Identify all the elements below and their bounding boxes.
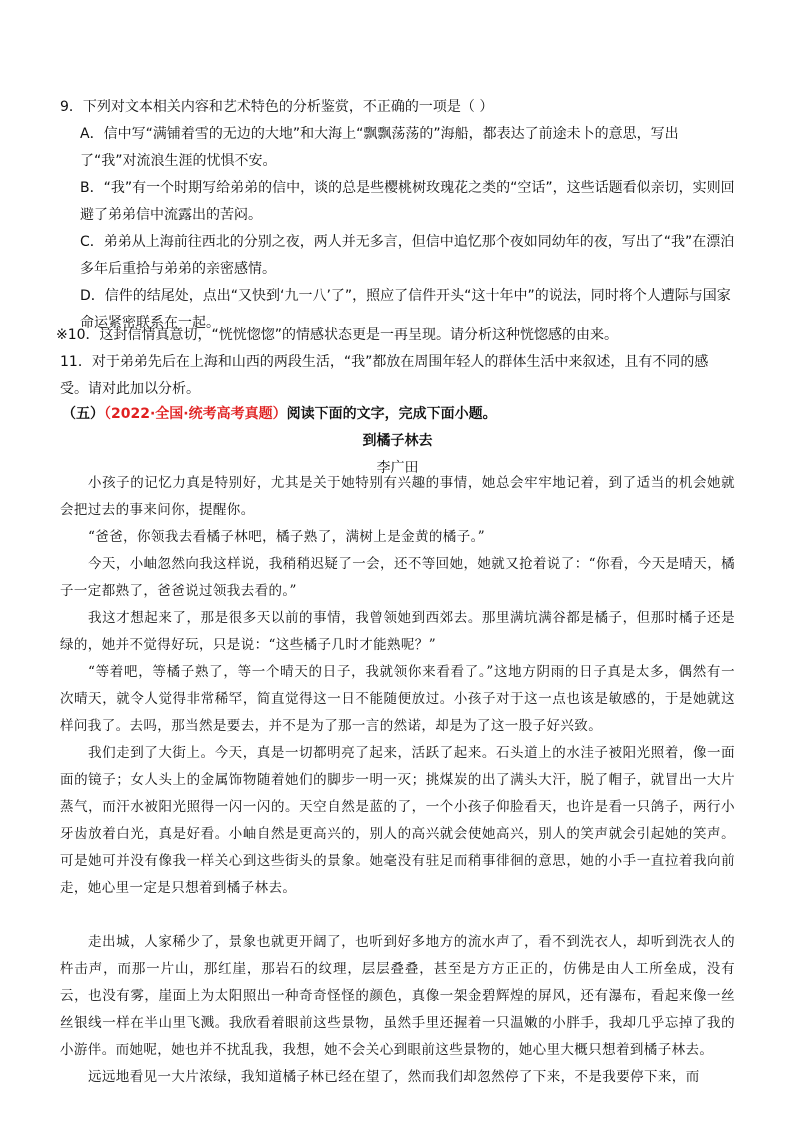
- question-9-option-d: D．信件的结尾处，点出“又快到‘九一八’了”，照应了信件开头“这十年中”的说法，同时将个人遭际与国家命运紧密联系在一起。: [80, 288, 731, 331]
- question-9-option-a: A．信中写“满铺着雪的无边的大地”和大海上“飘飘荡荡的”海船，都表达了前途未卜的意思，写出了“我”对流浪生涯的忧惧不安。: [80, 126, 679, 169]
- question-9-option-b: B．“我”有一个时期写给弟弟的信中，谈的总是些樱桃树玫瑰花之类的“空话”，这些话题看似亲切，实则回避了弟弟信中流露出的苦闷。: [80, 180, 735, 223]
- article-paragraph-5: “等着吧，等橘子熟了，等一个晴天的日子，我就领你来看看了。”这地方阴雨的日子真是太多，偶然有一次晴天，就令人觉得非常稀罕，简直觉得这一日不能随便放过。小孩子对于这一点也该是敏感的，于是她就这样问我了。去吗，那当然是要去，并不是为了那一言的然诺，却是为了这一股子好兴致。: [60, 664, 735, 734]
- article-author: 李广田: [376, 460, 419, 476]
- section-heading: [62, 401, 737, 428]
- question-9-stem: 9．下列对文本相关内容和艺术特色的分析鉴赏，不正确的一项是（ ）: [60, 99, 494, 115]
- article-paragraph-1: 小孩子的记忆力真是特别好，尤其是关于她特别有兴趣的事情，她总会牢牢地记着，到了适当的机会她就会把过去的事来问你，提醒你。: [60, 475, 735, 518]
- article-title: 到橘子林去: [362, 433, 433, 449]
- section-number: （五）: [62, 406, 104, 422]
- article-paragraph-4: 我这才想起来了，那是很多天以前的事情，我曾领她到西郊去。那里满坑满谷都是橘子，但那时橘子还是绿的，她并不觉得好玩，只是说：“这些橘子几时才能熟呢？”: [60, 610, 735, 653]
- section-instruction: 阅读下面的文字，完成下面小题。: [286, 406, 497, 422]
- question-11: 11．对于弟弟先后在上海和山西的两段生活，“我”都放在周围年轻人的群体生活中来叙述，且有不同的感受。请对此加以分析。: [60, 354, 709, 397]
- question-10: ※10．这封信情真意切，“恍恍惚惚”的情感状态更是一再呈现。请分析这种恍惚感的由来。: [56, 327, 619, 343]
- article-paragraph-7: 走出城，人家稀少了，景象也就更开阔了，也听到好多地方的流水声了，看不到洗衣人，却听到洗衣人的杵击声，而那一片山，那红崖，那岩石的纹理，层层叠叠，甚至是方方正正的，仿佛是由人工所垒成，没有云，也没有雾，崖面上为太阳照出一种奇奇怪怪的颜色，真像一架金碧辉煌的屏风，还有瀑布，看起来像一丝丝银线一样在半山里飞溅。我欣看着眼前这些景物，虽然手里还握着一只温嫩的小胖手，我却几乎忘掉了我的小游伴。而她呢，她也并不扰乱我，我想，她不会关心到眼前这些景物的，她心里大概只想着到橘子林去。: [60, 934, 735, 1058]
- article-paragraph-2: “爸爸，你领我去看橘子林吧，橘子熟了，满树上是金黄的橘子。”: [88, 529, 486, 545]
- article-paragraph-8: 远远地看见一大片浓绿，我知道橘子林已经在望了，然而我们却忽然停了下来，不是我要停下来，而: [88, 1069, 700, 1085]
- question-9-option-c: C．弟弟从上海前往西北的分别之夜，两人并无多言，但信中追忆那个夜如同幼年的夜，写出了“我”在漂泊多年后重拾与弟弟的亲密感情。: [80, 234, 735, 277]
- exam-source: （2022·全国·统考高考真题）: [104, 406, 287, 422]
- article-paragraph-6: 我们走到了大街上。今天，真是一切都明亮了起来，活跃了起来。石头道上的水洼子被阳光照着，像一面面的镜子；女人头上的金属饰物随着她们的脚步一明一灭；挑煤炭的出了满头大汗，脱了帽子，就冒出一大片蒸气，而汗水被阳光照得一闪一闪的。天空自然是蓝的了，一个小孩子仰脸看天，也许是看一只鸽子，两行小牙齿放着白光，真是好看。小岫自然是更高兴的，别人的高兴就会使她高兴，别人的笑声就会引起她的笑声。可是她可并没有像我一样关心到这些街头的景象。她毫没有驻足而稍事徘徊的意思，她的小手一直拉着我向前走，她心里一定是只想着到橘子林去。: [60, 745, 735, 896]
- article-paragraph-3: 今天，小岫忽然向我这样说，我稍稍迟疑了一会，还不等回她，她就又抢着说了：“你看，今天是晴天，橘子一定都熟了，爸爸说过领我去看的。”: [60, 556, 735, 599]
